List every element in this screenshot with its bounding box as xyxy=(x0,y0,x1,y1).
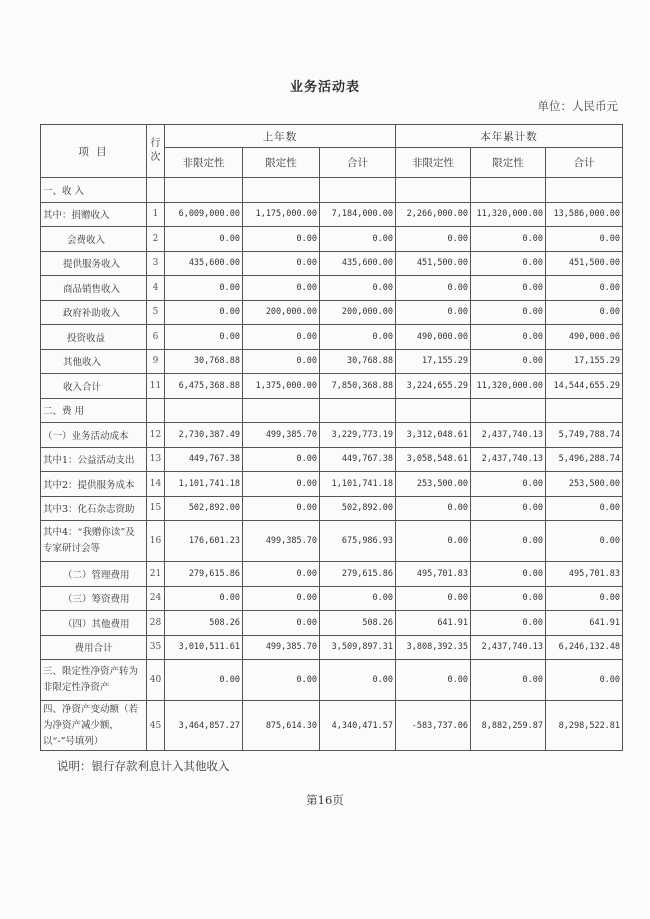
cell-curr-unrestricted: 0.00 xyxy=(396,660,471,701)
header-curr-year: 本年累计数 xyxy=(396,125,623,148)
cell-curr-total: 495,701.83 xyxy=(546,562,623,587)
header-prev-restricted: 限定性 xyxy=(243,148,320,178)
cell-prev-restricted: 499,385.70 xyxy=(243,423,320,448)
row-line-number: 13 xyxy=(147,447,165,472)
table-row xyxy=(41,423,623,448)
cell-prev-unrestricted: 1,101,741.18 xyxy=(165,472,243,497)
row-item-label: 费用合计 xyxy=(41,635,147,660)
table-row xyxy=(41,472,623,497)
currency-unit: 单位：人民币元 xyxy=(537,99,618,113)
cell-prev-restricted: 0.00 xyxy=(243,325,320,350)
cell-prev-total: 435,600.00 xyxy=(320,251,396,276)
row-item-label: 一、收 入 xyxy=(41,178,147,203)
header-prev-year: 上年数 xyxy=(165,125,396,148)
cell-prev-unrestricted: 0.00 xyxy=(165,300,243,325)
activity-statement-table xyxy=(40,124,623,751)
row-line-number: 5 xyxy=(147,300,165,325)
cell-curr-unrestricted: 495,701.83 xyxy=(396,562,471,587)
cell-prev-restricted xyxy=(243,178,320,203)
table-row xyxy=(41,635,623,660)
cell-curr-restricted: 0.00 xyxy=(471,521,546,562)
cell-curr-restricted: 0.00 xyxy=(471,325,546,350)
row-item-label: 二、费 用 xyxy=(41,398,147,423)
cell-curr-total: 5,749,788.74 xyxy=(546,423,623,448)
cell-prev-unrestricted: 6,475,368.88 xyxy=(165,374,243,399)
table-row xyxy=(41,447,623,472)
row-line-number: 4 xyxy=(147,276,165,301)
row-line-number xyxy=(147,178,165,203)
row-line-number: 40 xyxy=(147,660,165,701)
page-number: 第16页 xyxy=(306,793,344,807)
cell-curr-restricted: 0.00 xyxy=(471,300,546,325)
cell-prev-total: 3,229,773.19 xyxy=(320,423,396,448)
table-row xyxy=(41,178,623,203)
cell-curr-total: 0.00 xyxy=(546,660,623,701)
cell-prev-unrestricted: 508.26 xyxy=(165,611,243,636)
cell-prev-total: 0.00 xyxy=(320,325,396,350)
row-line-number: 11 xyxy=(147,374,165,399)
row-line-number: 45 xyxy=(147,701,165,751)
table-row xyxy=(41,660,623,701)
cell-prev-total: 1,101,741.18 xyxy=(320,472,396,497)
row-item-label: 其中1：公益活动支出 xyxy=(41,447,147,472)
cell-prev-unrestricted: 435,600.00 xyxy=(165,251,243,276)
cell-prev-total: 7,850,368.88 xyxy=(320,374,396,399)
row-item-label: 其中2：提供服务成本 xyxy=(41,472,147,497)
table-body xyxy=(41,178,623,751)
cell-prev-unrestricted: 3,010,511.61 xyxy=(165,635,243,660)
cell-curr-unrestricted: 3,312,048.61 xyxy=(396,423,471,448)
cell-curr-restricted: 0.00 xyxy=(471,349,546,374)
cell-curr-restricted: 0.00 xyxy=(471,660,546,701)
row-item-label: 其中3：化石杂志资助 xyxy=(41,496,147,521)
cell-curr-restricted: 2,437,740.13 xyxy=(471,447,546,472)
cell-prev-restricted: 1,375,000.00 xyxy=(243,374,320,399)
cell-curr-unrestricted: 0.00 xyxy=(396,521,471,562)
header-curr-total: 合计 xyxy=(546,148,623,178)
cell-curr-restricted: 11,320,000.00 xyxy=(471,374,546,399)
row-item-label: 其中4：“我赠你读”及专家研讨会等 xyxy=(41,521,147,562)
cell-curr-restricted: 0.00 xyxy=(471,472,546,497)
cell-prev-total: 0.00 xyxy=(320,227,396,252)
header-line: 行次 xyxy=(147,125,165,178)
row-line-number: 1 xyxy=(147,202,165,227)
cell-prev-unrestricted: 176,601.23 xyxy=(165,521,243,562)
cell-prev-total xyxy=(320,398,396,423)
cell-prev-restricted: 499,385.70 xyxy=(243,635,320,660)
cell-prev-total: 4,340,471.57 xyxy=(320,701,396,751)
row-line-number: 12 xyxy=(147,423,165,448)
row-item-label: （二）管理费用 xyxy=(41,562,147,587)
cell-curr-total: 490,000.00 xyxy=(546,325,623,350)
cell-curr-unrestricted xyxy=(396,178,471,203)
cell-prev-total: 449,767.38 xyxy=(320,447,396,472)
cell-prev-restricted: 0.00 xyxy=(243,660,320,701)
cell-prev-total: 502,892.00 xyxy=(320,496,396,521)
cell-prev-restricted: 0.00 xyxy=(243,586,320,611)
cell-curr-total xyxy=(546,178,623,203)
cell-curr-total: 13,586,000.00 xyxy=(546,202,623,227)
cell-prev-restricted xyxy=(243,398,320,423)
row-item-label: 三、限定性净资产转为非限定性净资产 xyxy=(41,660,147,701)
table-row xyxy=(41,276,623,301)
cell-curr-unrestricted: 3,808,392.35 xyxy=(396,635,471,660)
cell-prev-restricted: 499,385.70 xyxy=(243,521,320,562)
cell-curr-restricted: 0.00 xyxy=(471,251,546,276)
cell-curr-unrestricted: 253,500.00 xyxy=(396,472,471,497)
cell-curr-total: 253,500.00 xyxy=(546,472,623,497)
footnote: 说明：银行存款利息计入其他收入 xyxy=(57,759,230,773)
cell-prev-total: 30,768.88 xyxy=(320,349,396,374)
cell-prev-restricted: 0.00 xyxy=(243,611,320,636)
cell-prev-restricted: 0.00 xyxy=(243,349,320,374)
cell-curr-restricted xyxy=(471,398,546,423)
cell-prev-unrestricted: 449,767.38 xyxy=(165,447,243,472)
table-row xyxy=(41,251,623,276)
cell-curr-unrestricted: 0.00 xyxy=(396,496,471,521)
cell-prev-restricted: 0.00 xyxy=(243,562,320,587)
cell-prev-restricted: 0.00 xyxy=(243,227,320,252)
row-item-label: 提供服务收入 xyxy=(41,251,147,276)
cell-prev-restricted: 875,614.30 xyxy=(243,701,320,751)
cell-prev-total xyxy=(320,178,396,203)
row-item-label: 其他收入 xyxy=(41,349,147,374)
cell-curr-unrestricted: 451,500.00 xyxy=(396,251,471,276)
table-row xyxy=(41,300,623,325)
cell-curr-total: 0.00 xyxy=(546,586,623,611)
row-item-label: 四、净资产变动额（若为净资产减少额，以“-”号填列） xyxy=(41,701,147,751)
cell-prev-total: 0.00 xyxy=(320,586,396,611)
cell-curr-restricted: 0.00 xyxy=(471,562,546,587)
cell-curr-total xyxy=(546,398,623,423)
cell-prev-restricted: 0.00 xyxy=(243,276,320,301)
cell-curr-total: 0.00 xyxy=(546,276,623,301)
cell-curr-total: 0.00 xyxy=(546,496,623,521)
row-item-label: 其中：捐赠收入 xyxy=(41,202,147,227)
header-curr-unrestricted: 非限定性 xyxy=(396,148,471,178)
row-item-label: 收入合计 xyxy=(41,374,147,399)
table-row xyxy=(41,202,623,227)
cell-prev-unrestricted xyxy=(165,178,243,203)
row-item-label: 商品销售收入 xyxy=(41,276,147,301)
cell-prev-unrestricted: 279,615.86 xyxy=(165,562,243,587)
cell-curr-unrestricted: 0.00 xyxy=(396,586,471,611)
table-row xyxy=(41,496,623,521)
cell-curr-unrestricted: 0.00 xyxy=(396,276,471,301)
cell-curr-restricted xyxy=(471,178,546,203)
cell-curr-restricted: 0.00 xyxy=(471,227,546,252)
table-row xyxy=(41,227,623,252)
header-item: 项 目 xyxy=(41,125,147,178)
cell-prev-total: 675,986.93 xyxy=(320,521,396,562)
row-item-label: （四）其他费用 xyxy=(41,611,147,636)
row-line-number xyxy=(147,398,165,423)
cell-curr-unrestricted: 0.00 xyxy=(396,227,471,252)
cell-curr-total: 0.00 xyxy=(546,300,623,325)
cell-curr-restricted: 2,437,740.13 xyxy=(471,423,546,448)
table-row xyxy=(41,562,623,587)
cell-curr-unrestricted: 0.00 xyxy=(396,300,471,325)
cell-prev-restricted: 200,000.00 xyxy=(243,300,320,325)
cell-curr-unrestricted xyxy=(396,398,471,423)
row-line-number: 3 xyxy=(147,251,165,276)
table-row xyxy=(41,398,623,423)
cell-curr-total: 17,155.29 xyxy=(546,349,623,374)
cell-curr-total: 451,500.00 xyxy=(546,251,623,276)
header-prev-total: 合计 xyxy=(320,148,396,178)
cell-prev-restricted: 0.00 xyxy=(243,251,320,276)
row-line-number: 28 xyxy=(147,611,165,636)
cell-prev-total: 7,184,000.00 xyxy=(320,202,396,227)
row-line-number: 35 xyxy=(147,635,165,660)
cell-prev-restricted: 1,175,000.00 xyxy=(243,202,320,227)
row-line-number: 24 xyxy=(147,586,165,611)
cell-prev-unrestricted: 0.00 xyxy=(165,227,243,252)
cell-curr-unrestricted: -583,737.06 xyxy=(396,701,471,751)
table-row xyxy=(41,349,623,374)
table-row xyxy=(41,701,623,751)
table-row xyxy=(41,521,623,562)
table-row xyxy=(41,325,623,350)
cell-curr-unrestricted: 17,155.29 xyxy=(396,349,471,374)
row-line-number: 6 xyxy=(147,325,165,350)
cell-prev-unrestricted: 0.00 xyxy=(165,586,243,611)
cell-prev-total: 0.00 xyxy=(320,276,396,301)
row-line-number: 9 xyxy=(147,349,165,374)
cell-curr-unrestricted: 2,266,000.00 xyxy=(396,202,471,227)
cell-curr-total: 0.00 xyxy=(546,521,623,562)
cell-prev-total: 279,615.86 xyxy=(320,562,396,587)
row-item-label: 政府补助收入 xyxy=(41,300,147,325)
table-row xyxy=(41,586,623,611)
cell-curr-restricted: 0.00 xyxy=(471,276,546,301)
cell-curr-total: 5,496,288.74 xyxy=(546,447,623,472)
row-line-number: 14 xyxy=(147,472,165,497)
cell-prev-unrestricted: 502,892.00 xyxy=(165,496,243,521)
cell-prev-unrestricted xyxy=(165,398,243,423)
cell-curr-total: 0.00 xyxy=(546,227,623,252)
cell-prev-total: 0.00 xyxy=(320,660,396,701)
cell-curr-restricted: 0.00 xyxy=(471,496,546,521)
cell-curr-restricted: 0.00 xyxy=(471,611,546,636)
cell-prev-restricted: 0.00 xyxy=(243,472,320,497)
row-item-label: （三）筹资费用 xyxy=(41,586,147,611)
cell-prev-restricted: 0.00 xyxy=(243,496,320,521)
row-item-label: 投资收益 xyxy=(41,325,147,350)
cell-curr-unrestricted: 641.91 xyxy=(396,611,471,636)
cell-prev-unrestricted: 30,768.88 xyxy=(165,349,243,374)
row-line-number: 16 xyxy=(147,521,165,562)
cell-prev-unrestricted: 6,009,000.00 xyxy=(165,202,243,227)
table-row xyxy=(41,611,623,636)
cell-prev-unrestricted: 0.00 xyxy=(165,276,243,301)
cell-prev-unrestricted: 0.00 xyxy=(165,325,243,350)
cell-curr-total: 14,544,655.29 xyxy=(546,374,623,399)
cell-prev-restricted: 0.00 xyxy=(243,447,320,472)
row-line-number: 15 xyxy=(147,496,165,521)
cell-prev-unrestricted: 2,730,387.49 xyxy=(165,423,243,448)
header-prev-unrestricted: 非限定性 xyxy=(165,148,243,178)
cell-prev-unrestricted: 0.00 xyxy=(165,660,243,701)
cell-prev-total: 508.26 xyxy=(320,611,396,636)
cell-curr-total: 6,246,132.48 xyxy=(546,635,623,660)
row-line-number: 21 xyxy=(147,562,165,587)
cell-curr-restricted: 0.00 xyxy=(471,586,546,611)
cell-curr-unrestricted: 490,000.00 xyxy=(396,325,471,350)
cell-curr-restricted: 8,882,259.87 xyxy=(471,701,546,751)
row-line-number: 2 xyxy=(147,227,165,252)
header-curr-restricted: 限定性 xyxy=(471,148,546,178)
cell-prev-total: 200,000.00 xyxy=(320,300,396,325)
cell-prev-unrestricted: 3,464,857.27 xyxy=(165,701,243,751)
cell-curr-unrestricted: 3,058,548.61 xyxy=(396,447,471,472)
cell-curr-total: 8,298,522.81 xyxy=(546,701,623,751)
cell-curr-unrestricted: 3,224,655.29 xyxy=(396,374,471,399)
cell-curr-total: 641.91 xyxy=(546,611,623,636)
table-row xyxy=(41,374,623,399)
cell-prev-total: 3,509,897.31 xyxy=(320,635,396,660)
cell-curr-restricted: 11,320,000.00 xyxy=(471,202,546,227)
report-title: 业务活动表 xyxy=(289,80,360,95)
row-item-label: 会费收入 xyxy=(41,227,147,252)
cell-curr-restricted: 2,437,740.13 xyxy=(471,635,546,660)
row-item-label: （一）业务活动成本 xyxy=(41,423,147,448)
